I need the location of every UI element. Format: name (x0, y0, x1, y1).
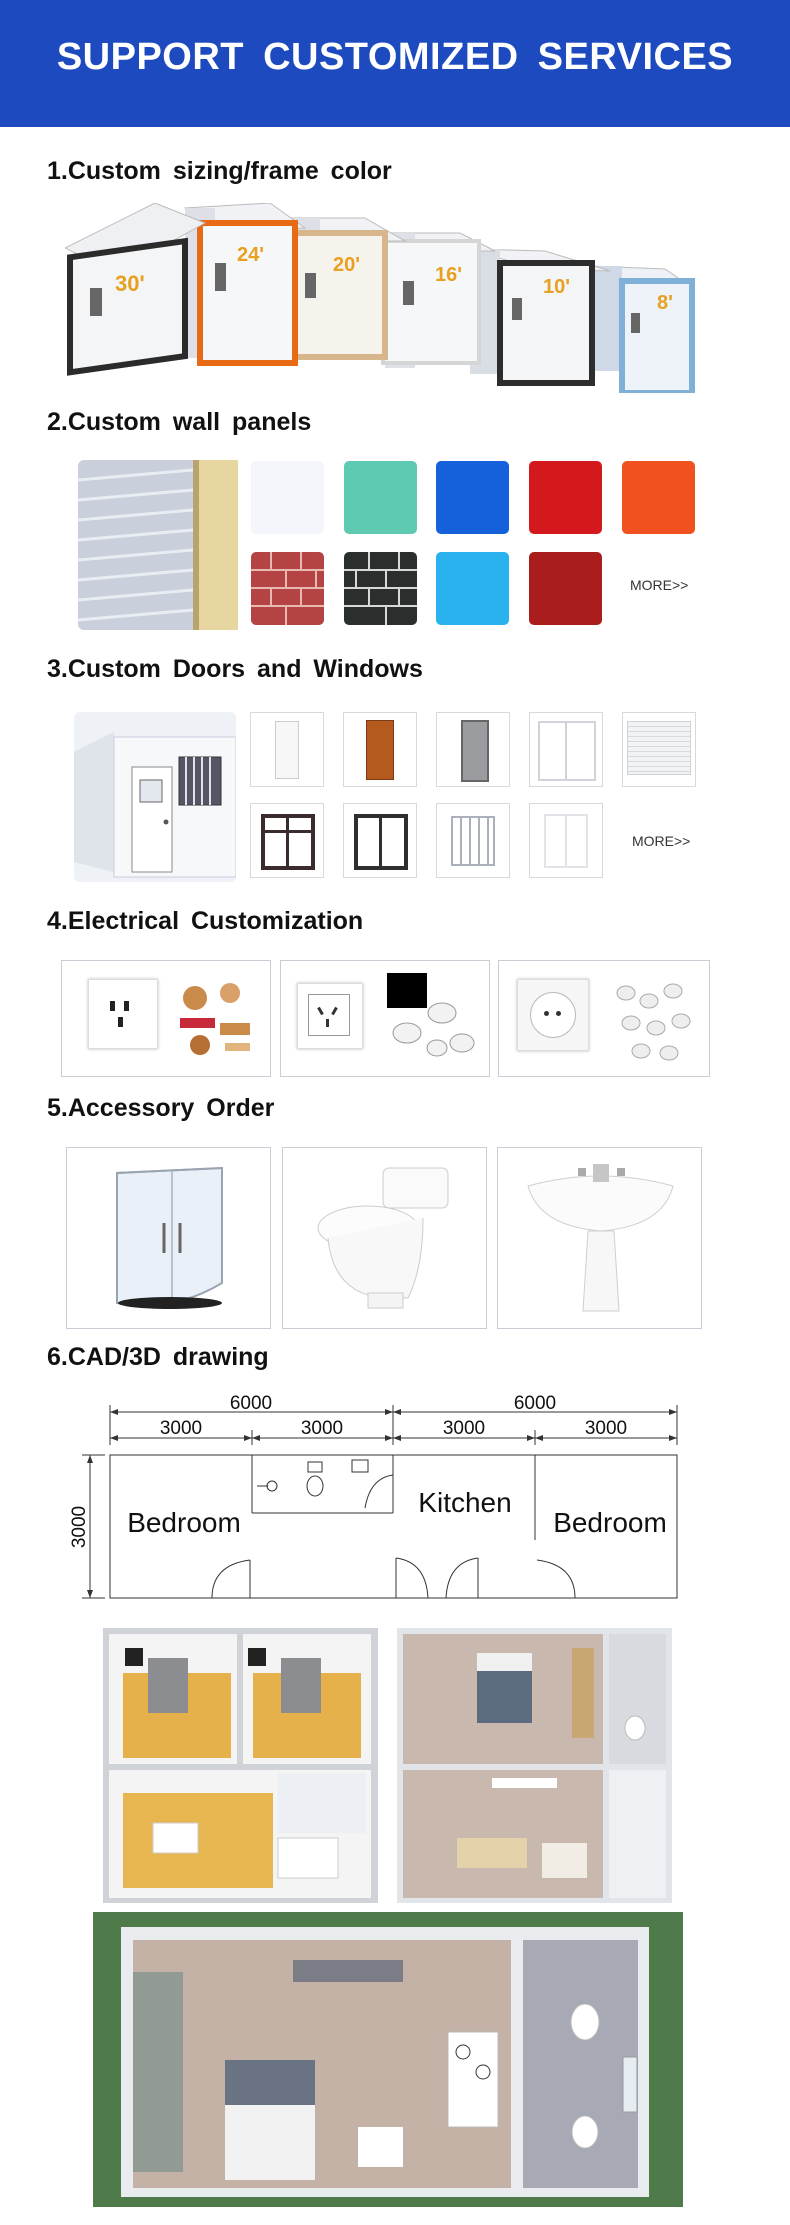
container-8ft (590, 266, 693, 393)
section-title-accessory: 5.Accessory Order (47, 1094, 275, 1122)
accessory-toilet[interactable] (282, 1147, 487, 1329)
window-option-black-grid[interactable] (250, 803, 324, 878)
pedestal-sink-icon (523, 1156, 678, 1321)
size-label: 24' (237, 244, 265, 266)
wall-panel-photo (78, 460, 238, 630)
room-label-kitchen: Kitchen (418, 1487, 512, 1518)
shower-enclosure-icon (112, 1163, 227, 1313)
accessory-basin[interactable] (497, 1147, 702, 1329)
cad-floor-plan (60, 1390, 690, 1605)
toilet-icon (313, 1158, 458, 1318)
panel-texture-black-brick[interactable] (344, 552, 417, 625)
size-label: 20' (333, 254, 361, 276)
white-pipes-image (387, 973, 479, 1063)
window-option-casement[interactable] (529, 712, 603, 787)
electrical-option-1[interactable] (61, 960, 271, 1077)
size-label: 10' (543, 276, 571, 298)
panel-color-dark-red[interactable] (529, 552, 602, 625)
window-option-black-frame[interactable] (343, 803, 417, 878)
section-title-wall-panels: 2.Custom wall panels (47, 408, 312, 436)
cad-dim-height: 3000 (69, 1505, 90, 1549)
window-option-security-bars[interactable] (436, 803, 510, 878)
banner-title: SUPPORT CUSTOMIZED SERVICES (56, 36, 734, 78)
cad-dim-segment: 3000 (442, 1418, 486, 1439)
size-label: 30' (115, 271, 145, 296)
container-24ft (185, 203, 305, 363)
cad-dim-total-right: 6000 (513, 1393, 557, 1414)
cad-dim-total-left: 6000 (229, 1393, 273, 1414)
container-20ft (290, 218, 405, 358)
cad-dim-segment: 3000 (584, 1418, 628, 1439)
panel-color-red[interactable] (529, 461, 602, 534)
render-two-bedrooms (103, 1628, 378, 1903)
cad-dim-segment: 3000 (159, 1418, 203, 1439)
size-label: 8' (657, 292, 673, 314)
panel-color-white[interactable] (251, 461, 324, 534)
panels-more-link[interactable]: MORE>> (630, 577, 689, 593)
shutter-option[interactable] (622, 712, 696, 787)
panel-color-sky-blue[interactable] (436, 552, 509, 625)
door-option-wood[interactable] (343, 712, 417, 787)
door-window-photo (74, 712, 236, 882)
panel-texture-red-brick[interactable] (251, 552, 324, 625)
conduit-pipes-image (611, 973, 699, 1063)
container-sizes-image (65, 203, 715, 393)
copper-fittings-image (170, 973, 260, 1063)
doors-more-link[interactable]: MORE>> (632, 833, 691, 849)
size-label: 16' (435, 264, 463, 286)
panel-color-teal[interactable] (344, 461, 417, 534)
accessory-shower[interactable] (66, 1147, 271, 1329)
container-10ft (470, 249, 610, 383)
container-30ft (65, 203, 205, 372)
electrical-option-3[interactable] (498, 960, 710, 1077)
header-banner (0, 0, 790, 127)
cad-dim-segment: 3000 (300, 1418, 344, 1439)
panel-color-blue[interactable] (436, 461, 509, 534)
container-16ft (383, 233, 495, 368)
room-label-bedroom-left: Bedroom (127, 1507, 241, 1538)
room-label-bedroom-right: Bedroom (553, 1507, 667, 1538)
render-studio-unit (93, 1912, 683, 2207)
window-option-white-frame[interactable] (529, 803, 603, 878)
door-option-steel[interactable] (436, 712, 510, 787)
door-option-white[interactable] (250, 712, 324, 787)
section-title-electrical: 4.Electrical Customization (47, 907, 364, 935)
panel-color-orange[interactable] (622, 461, 695, 534)
render-bedroom-living (397, 1628, 672, 1903)
section-title-doors-windows: 3.Custom Doors and Windows (47, 655, 423, 683)
section-title-sizing: 1.Custom sizing/frame color (47, 157, 392, 185)
section-title-cad: 6.CAD/3D drawing (47, 1343, 269, 1371)
electrical-option-2[interactable] (280, 960, 490, 1077)
